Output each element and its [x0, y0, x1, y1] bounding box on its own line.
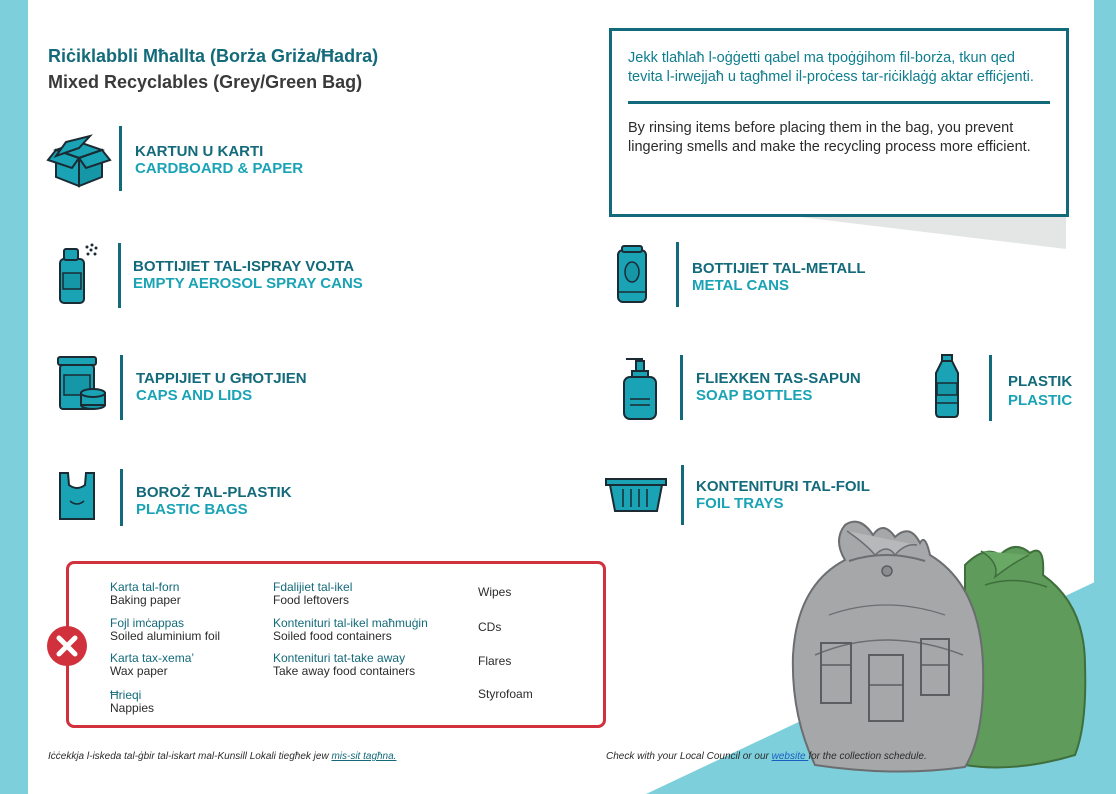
- label-english: PLASTIC BAGS: [136, 501, 248, 518]
- left-color-band: [0, 0, 28, 794]
- label-english: PLASTIC: [1008, 392, 1073, 409]
- info-text-english: By rinsing items before placing them in the bag, you prevent lingering smells and make the recycling process more efficient.: [628, 120, 1031, 155]
- footer-link-website[interactable]: website: [771, 751, 809, 762]
- not-accepted-item: Kontenituri tal-ikel maħmuġin Soiled food containers: [273, 616, 428, 643]
- soap-bottle-icon: [620, 355, 660, 421]
- divider-bar: [681, 465, 684, 525]
- title-maltese: Riċiklabbli Mħallta (Borża Griża/Ħadra): [48, 46, 379, 66]
- label-english: SOAP BOTTLES: [696, 387, 813, 404]
- title-english: Mixed Recyclables (Grey/Green Bag): [48, 72, 363, 92]
- label-maltese: BOTTIJIET TAL-ISPRAY VOJTA: [133, 258, 355, 275]
- label-maltese: BOTTIJIET TAL-METALL: [692, 260, 866, 277]
- label-english: CAPS AND LIDS: [136, 387, 253, 404]
- info-box: [609, 28, 1069, 217]
- jar-lid-icon: [56, 355, 108, 417]
- label-maltese: BOROŻ TAL-PLASTIK: [136, 484, 292, 501]
- cardboard-box-icon: [46, 132, 112, 190]
- not-accepted-item: Styrofoam: [478, 687, 533, 701]
- label-maltese: TAPPIJIET U GĦOTJIEN: [136, 370, 307, 387]
- divider-bar: [119, 126, 122, 191]
- not-accepted-item: Wipes: [478, 585, 512, 599]
- label-maltese: FLIEXKEN TAS-SAPUN: [696, 370, 861, 387]
- not-accepted-item: CDs: [478, 620, 502, 634]
- plastic-bottle-icon: [932, 353, 962, 419]
- not-accepted-item: Kontenituri tat-take away Take away food containers: [273, 651, 416, 678]
- label-english: CARDBOARD & PAPER: [135, 160, 304, 177]
- label-english: METAL CANS: [692, 277, 789, 294]
- divider-bar: [120, 469, 123, 526]
- not-accepted-item: Flares: [478, 654, 512, 668]
- not-accepted-item: Ħrieqi Nappies: [110, 688, 155, 715]
- not-accepted-item: Fojl imċappas Soiled aluminium foil: [110, 616, 221, 643]
- spray-can-icon: [55, 243, 99, 305]
- metal-can-icon: [615, 244, 649, 306]
- foil-tray-icon: [605, 475, 667, 515]
- divider-bar: [989, 355, 992, 421]
- plastic-bag-icon: [56, 471, 98, 523]
- divider-bar: [118, 243, 121, 308]
- label-maltese: PLASTIK: [1008, 373, 1073, 390]
- footer-maltese: Iċċekkja l-iskeda tal-ġbir tal-iskart mal-Kunsill Lokali tiegħek jew mis-sit tagħna.: [48, 751, 397, 762]
- label-english: FOIL TRAYS: [696, 495, 784, 512]
- not-accepted-item: Fdalijiet tal-ikel Food leftovers: [273, 580, 353, 607]
- footer-link-maltese[interactable]: mis-sit tagħna.: [331, 751, 397, 762]
- footer-english: Check with your Local Council or our website for the collection schedule.: [606, 751, 927, 762]
- info-text-maltese: Jekk tlaħlaħ l-oġġetti qabel ma tpoġġihom fil-borża, tkun qed tevita l-irwejjaħ u tagħmel il-proċess tar-riċiklaġġ aktar effiċjenti.: [628, 50, 1034, 85]
- divider-bar: [680, 355, 683, 420]
- label-maltese: KARTUN U KARTI: [135, 143, 264, 160]
- cross-icon: [46, 625, 88, 667]
- divider-bar: [676, 242, 679, 307]
- not-accepted-item: Karta tax-xema’ Wax paper: [110, 651, 195, 678]
- info-divider: [628, 101, 1050, 104]
- recycling-bags-illustration: [785, 515, 1095, 775]
- not-accepted-item: Karta tal-forn Baking paper: [110, 580, 181, 607]
- label-maltese: KONTENITURI TAL-FOIL: [696, 478, 870, 495]
- label-english: EMPTY AEROSOL SPRAY CANS: [133, 275, 363, 292]
- divider-bar: [120, 355, 123, 420]
- info-box-shadow: [800, 217, 1066, 249]
